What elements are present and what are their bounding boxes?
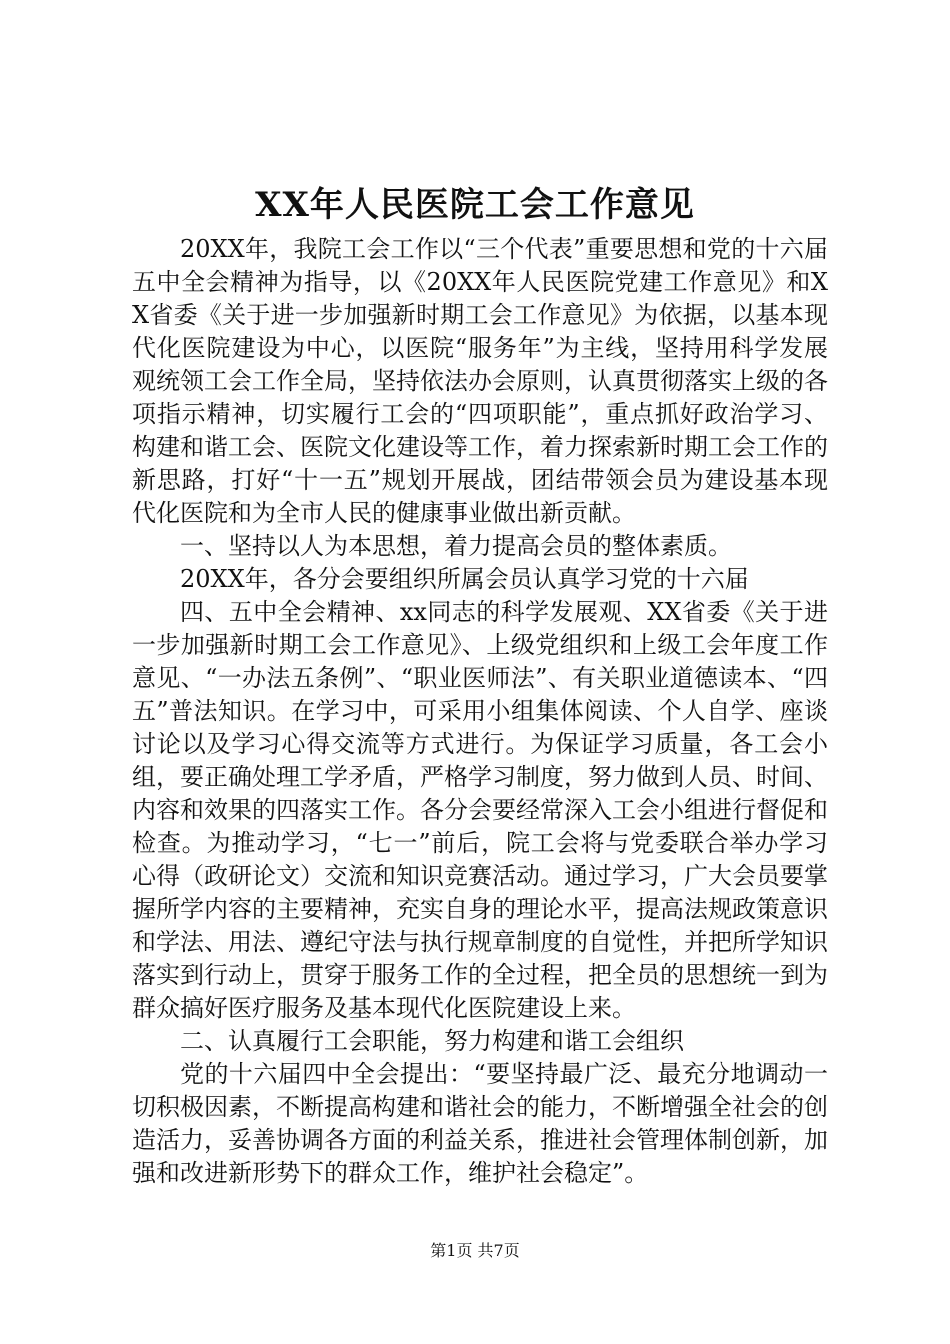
section-heading-1: 一、坚持以人为本思想，着力提高会员的整体素质。 — [180, 532, 732, 560]
document-title: XX年人民医院工会工作意见 — [255, 185, 695, 225]
paragraph-section-1-lead: 20XX年，各分会要组织所属会员认真学习党的十六届 — [180, 565, 749, 593]
paragraph-intro: 20XX年，我院工会工作以“三个代表”重要思想和党的十六届五中全会精神为指导，以《20XX年人民医院党建工作意见》和XX省委《关于进一步加强新时期工会工作意见》为依据，以基本现代化医院建设为中心，以医院“服务年”为主线，坚持用科学发展观统领工会工作全局，坚持依法办会原则，认真贯彻落实上级的各项指示精神，切实履行工会的“四项职能”，重点抓好政治学习、构建和谐工会、医院文化建设等工作，着力探索新时期工会工作的新思路，打好“十一五”规划开展战，团结带领会员为建设基本现代化医院和为全市人民的健康事业做出新贡献。 — [132, 235, 828, 527]
section-heading-2: 二、认真履行工会职能，努力构建和谐工会组织 — [180, 1027, 684, 1055]
paragraph-section-1-body: 四、五中全会精神、xx同志的科学发展观、XX省委《关于进一步加强新时期工会工作意见》、上级党组织和上级工会年度工作意见、“一办法五条例”、“职业医师法”、有关职业道德读本、“四五”普法知识。在学习中，可采用小组集体阅读、个人自学、座谈讨论以及学习心得交流等方式进行。为保证学习质量，各工会小组，要正确处理工学矛盾，严格学习制度，努力做到人员、时间、内容和效果的四落实工作。各分会要经常深入工会小组进行督促和检查。为推动学习，“七一”前后，院工会将与党委联合举办学习心得（政研论文）交流和知识竞赛活动。通过学习，广大会员要掌握所学内容的主要精神，充实自身的理论水平，提高法规政策意识和学法、用法、遵纪守法与执行规章制度的自觉性，并把所学知识落实到行动上，贯穿于服务工作的全过程，把全员的思想统一到为群众搞好医疗服务及基本现代化医院建设上来。 — [132, 598, 828, 1022]
page-number-footer: 第1页 共7页 — [430, 1241, 520, 1260]
document-body — [132, 233, 828, 1190]
paragraph-section-2-body: 党的十六届四中全会提出：“要坚持最广泛、最充分地调动一切积极因素，不断提高构建和谐社会的能力，不断增强全社会的创造活力，妥善协调各方面的利益关系，推进社会管理体制创新，加强和改进新形势下的群众工作，维护社会稳定”。 — [132, 1060, 828, 1187]
